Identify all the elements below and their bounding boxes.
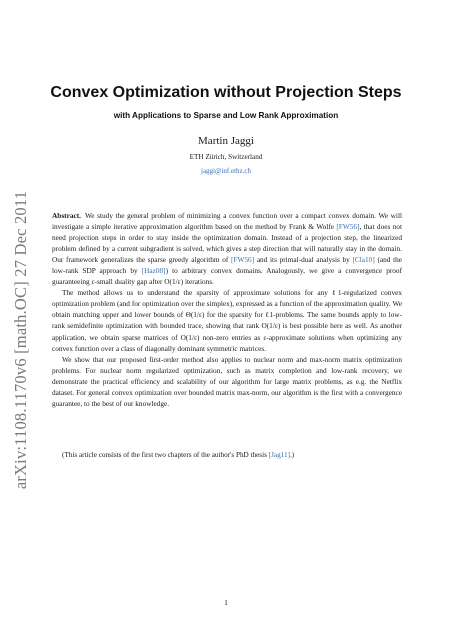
abstract-text: ) to arbitrary convex domains. Analogously, we give a convergence proof guaranteeing ε-small duality gap after O(1/ε) iterations. <box>52 266 402 287</box>
abstract-text: (and the low-rank SDP approach by <box>52 255 402 276</box>
author-email-link[interactable]: jaggi@inf.ethz.ch <box>201 167 251 175</box>
citation-link[interactable]: [Jag11] <box>268 451 290 459</box>
paper-subtitle: with Applications to Sparse and Low Rank Approximation <box>113 111 339 120</box>
arxiv-identifier-stamp <box>8 190 34 490</box>
citation-link[interactable]: [FW56] <box>336 222 360 232</box>
citation-link[interactable]: [Haz08] <box>141 266 166 276</box>
citation-link[interactable]: [FW56] <box>231 255 255 265</box>
note-text: .) <box>290 451 295 459</box>
paper-title: Convex Optimization without Projection Steps <box>50 84 402 101</box>
author-name: Martin Jaggi <box>198 135 254 147</box>
page-number: 1 <box>224 598 228 607</box>
abstract-paragraph-1 <box>52 210 402 287</box>
thesis-note <box>62 451 294 459</box>
note-text: (This article consists of the first two chapters of the author's PhD thesis <box>62 451 269 459</box>
abstract-section <box>52 210 402 409</box>
abstract-label: Abstract. <box>52 211 81 220</box>
citation-link[interactable]: [Cla10] <box>352 255 375 265</box>
abstract-paragraph-3: We show that our proposed first-order method also applies to nuclear norm and max-norm matrix optimization problems. For nuclear norm regularized optimization, such as matrix completion and low-rank recovery, we demonstrate the practical efficiency and scalability of our algorithm for large matrix problems, as e.g. the Netflix dataset. For general convex optimization over bounded matrix max-norm, our algorithm is the first with a convergence guarantee, to the best of our knowledge. <box>52 354 402 408</box>
abstract-text: and its primal-dual analysis by <box>254 255 353 265</box>
abstract-paragraph-2: The method allows us to understand the sparsity of approximate solutions for any ℓ1-regularized convex optimization problem (and for optimization over the simplex), expressed as a function of the approximation quality. We obtain matching upper and lower bounds of Θ(1/ε) for the sparsity for ℓ1-problems. The same bounds apply to low-rank semidefinite optimization with bounded trace, showing that rank O(1/ε) is best possible here as well. As another application, we obtain sparse matrices of O(1/ε) non-zero entries as ε-approximate solutions when optimizing any convex function over a class of diagonally dominant symmetric matrices. <box>52 288 402 353</box>
author-affiliation: ETH Zürich, Switzerland <box>189 153 263 161</box>
abstract-text: We study the general problem of minimizing a convex function over a compact convex domain. We will investigate a simple iterative approximation algorithm based on the method by Frank & Wolfe <box>52 211 402 232</box>
abstract-text: , that does not need projection steps in order to stay inside the optimization domain. Instead of a projection step, the linearized problem defined by a current subgradient is solved, which gives a step direction that will naturally stay in the domain. Our framework generalizes the sparse greedy algorithm of <box>52 222 402 265</box>
arxiv-identifier-text: arXiv:1108.1170v6 [math.OC] 27 Dec 2011 <box>11 190 30 490</box>
